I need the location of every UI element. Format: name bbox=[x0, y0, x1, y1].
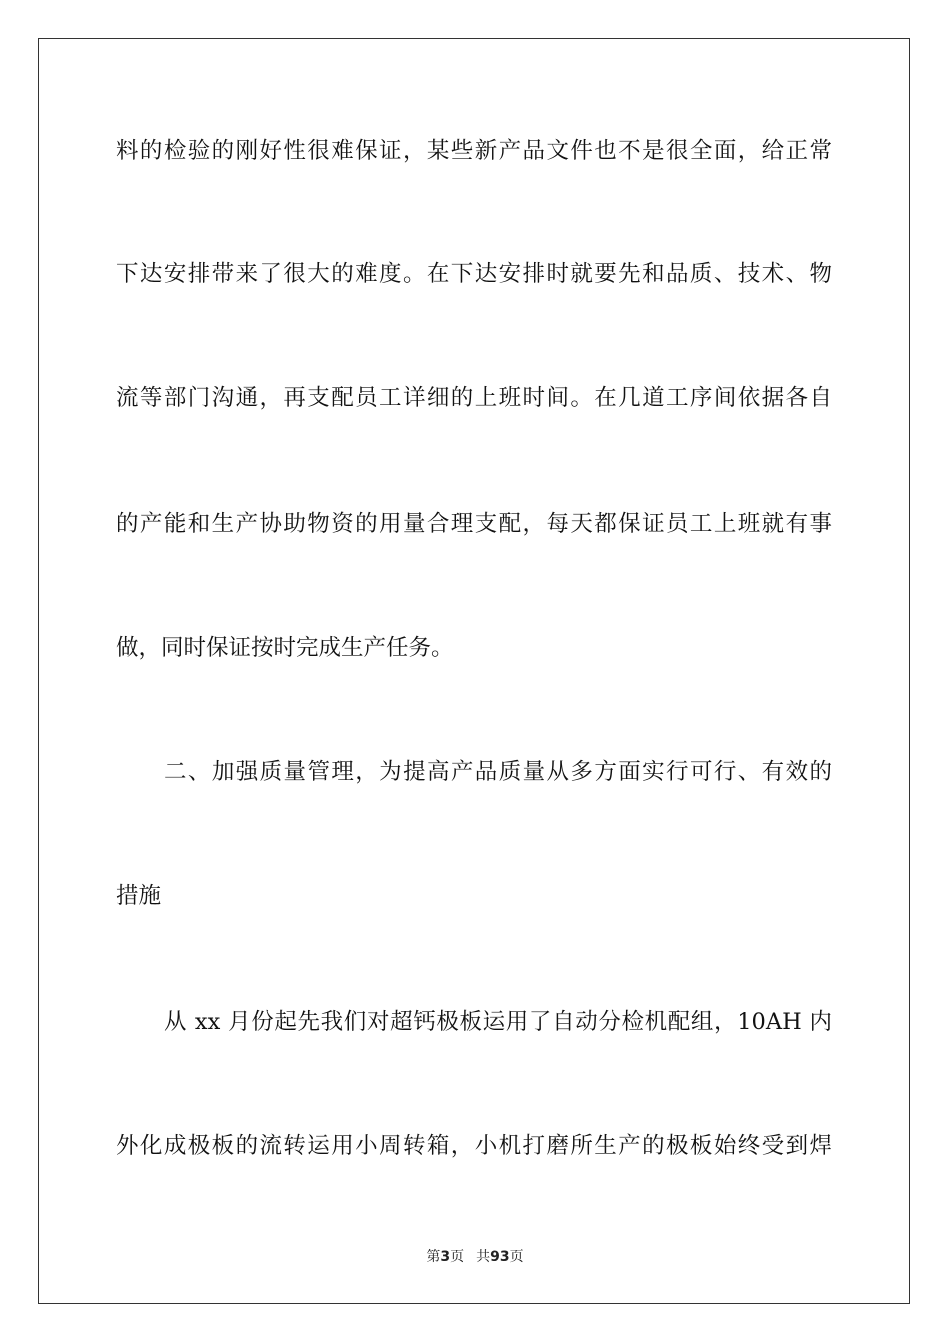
text-line-8: 从 xx 月份起先我们对超钙极板运用了自动分检机配组，10AH 内 bbox=[164, 1009, 832, 1035]
page-frame bbox=[38, 38, 910, 1304]
section-heading-line-2: 措施 bbox=[116, 883, 162, 909]
section-heading-line-1: 二、加强质量管理，为提高产品质量从多方面实行可行、有效的 bbox=[164, 759, 832, 785]
text-line-9: 外化成极板的流转运用小周转箱，小机打磨所生产的极板始终受到焊 bbox=[116, 1133, 832, 1159]
total-pages: 93 bbox=[490, 1249, 510, 1265]
page-footer bbox=[0, 1248, 950, 1266]
text-line-1: 料的检验的刚好性很难保证，某些新产品文件也不是很全面，给正常 bbox=[116, 138, 832, 164]
text-line-5: 做，同时保证按时完成生产任务。 bbox=[116, 635, 454, 661]
text-line-3: 流等部门沟通，再支配员工详细的上班时间。在几道工序间依据各自 bbox=[116, 385, 832, 411]
text-line-4: 的产能和生产协助物资的用量合理支配，每天都保证员工上班就有事 bbox=[116, 511, 832, 537]
page-prefix: 第 bbox=[426, 1249, 441, 1265]
page-number: 3 bbox=[440, 1249, 451, 1265]
total-prefix: 共 bbox=[476, 1249, 491, 1265]
text-line-2: 下达安排带来了很大的难度。在下达安排时就要先和品质、技术、物 bbox=[116, 261, 832, 287]
total-suffix: 页 bbox=[509, 1249, 524, 1265]
page-suffix: 页 bbox=[450, 1249, 465, 1265]
